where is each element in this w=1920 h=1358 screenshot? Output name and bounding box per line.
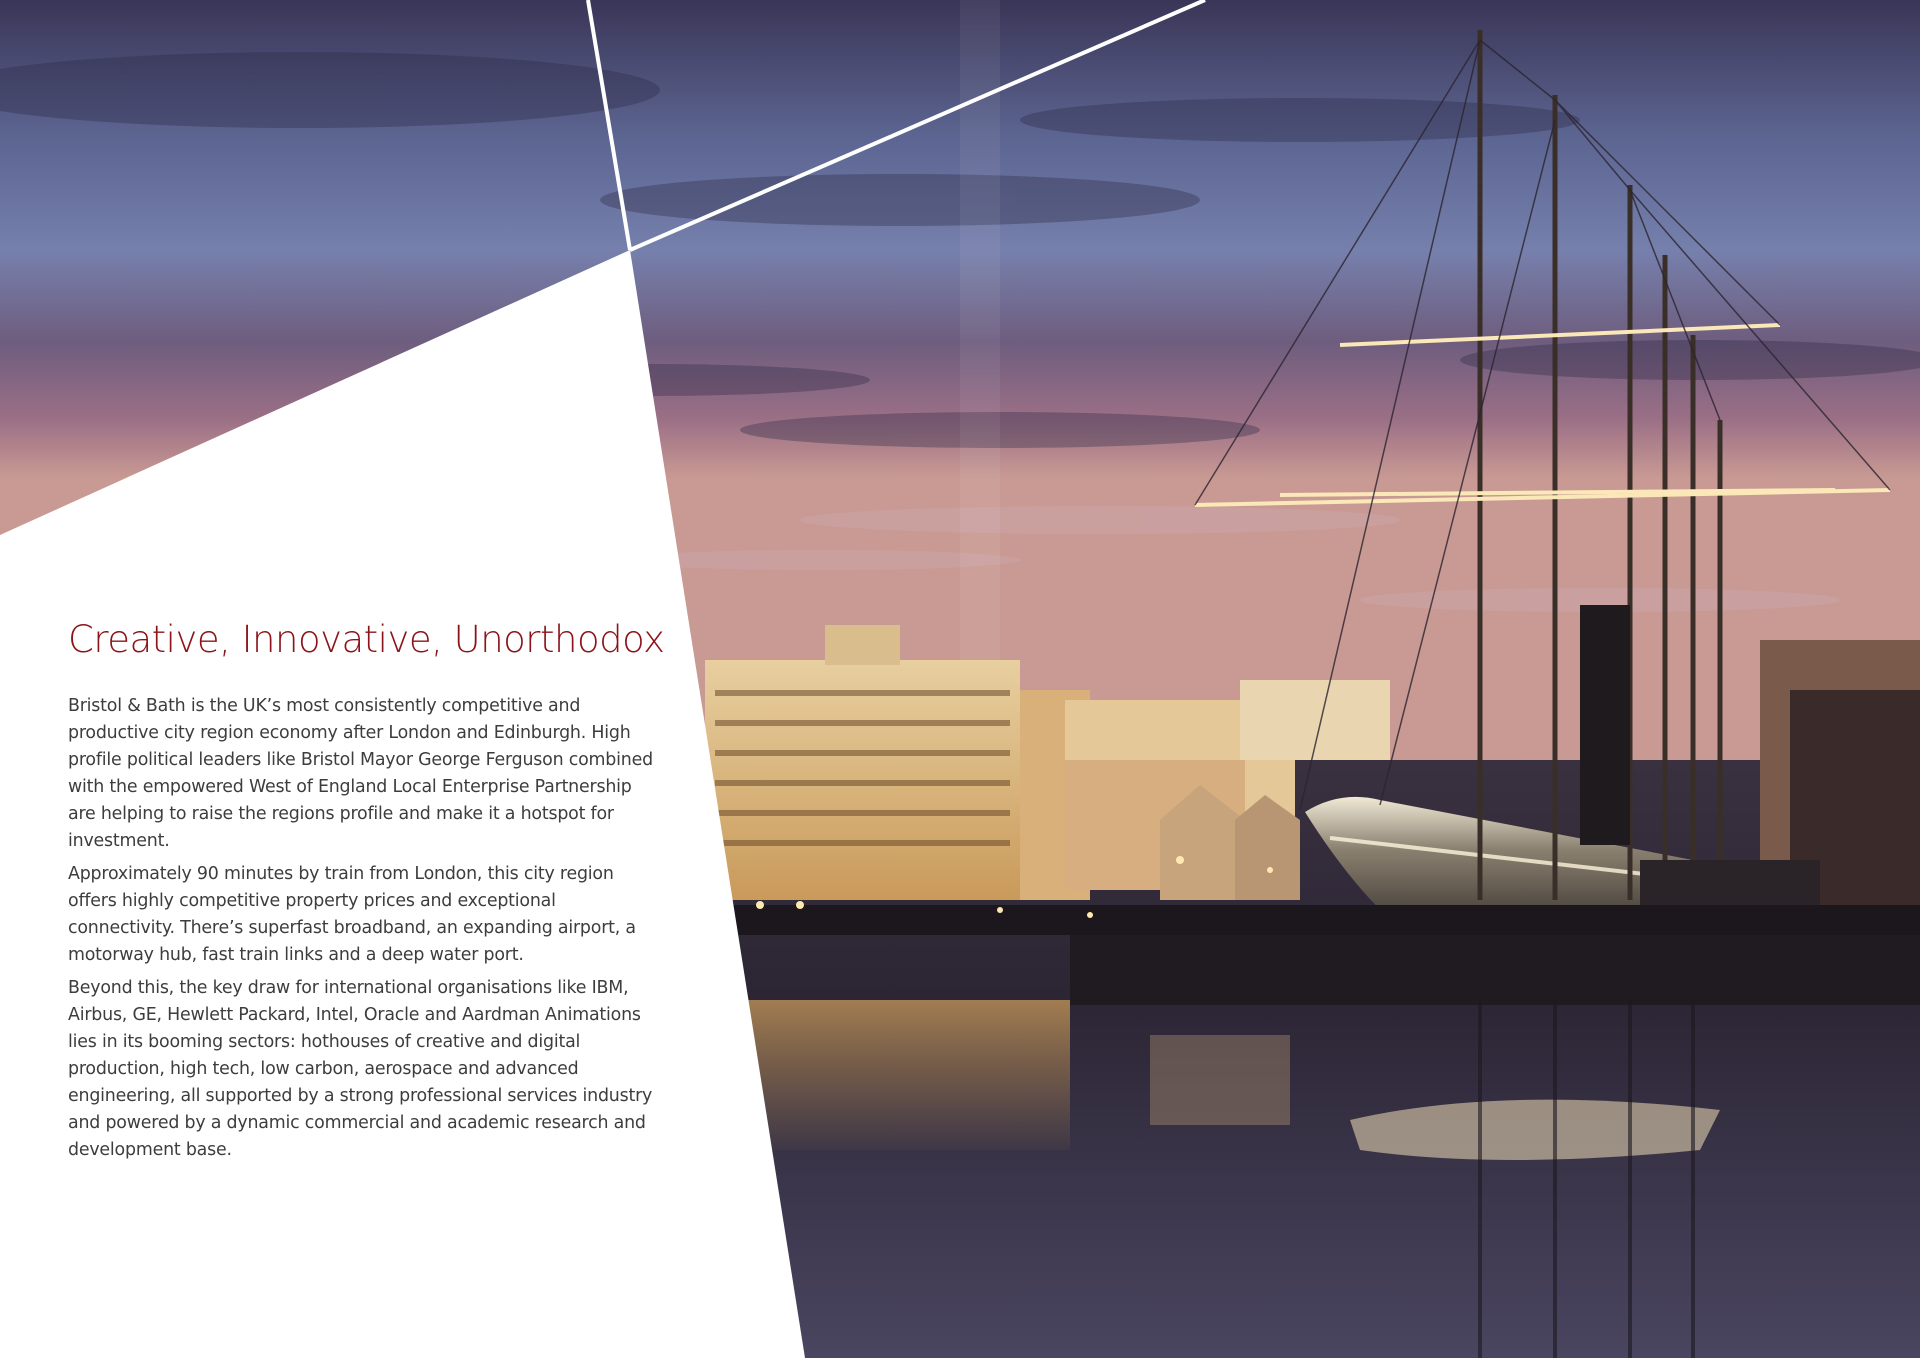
headline: Creative, Innovative, Unorthodox: [68, 618, 665, 661]
text-panel: [68, 618, 665, 1170]
paragraph-2: Approximately 90 minutes by train from London, this city region offers highly competitive property prices and exceptional connectivity. There’s superfast broadband, an expanding airport, a motorway hub, fast train links and a deep water port.: [68, 864, 636, 965]
paragraph-3: Beyond this, the key draw for international organisations like IBM, Airbus, GE, Hewlett Packard, Intel, Oracle and Aardman Animations lies in its booming sectors: hothouses of creative and digital production, high tech, low carbon, aerospace and advanced engineering, all supported by a strong professional services industry and powered by a dynamic commercial and academic research and development base.: [68, 978, 653, 1160]
paragraph-1: Bristol & Bath is the UK’s most consistently competitive and productive city region economy after London and Edinburgh. High profile political leaders like Bristol Mayor George Ferguson combined with the empowered West of England Local Enterprise Partnership are helping to raise the regions profile and make it a hotspot for investment.: [68, 696, 653, 851]
